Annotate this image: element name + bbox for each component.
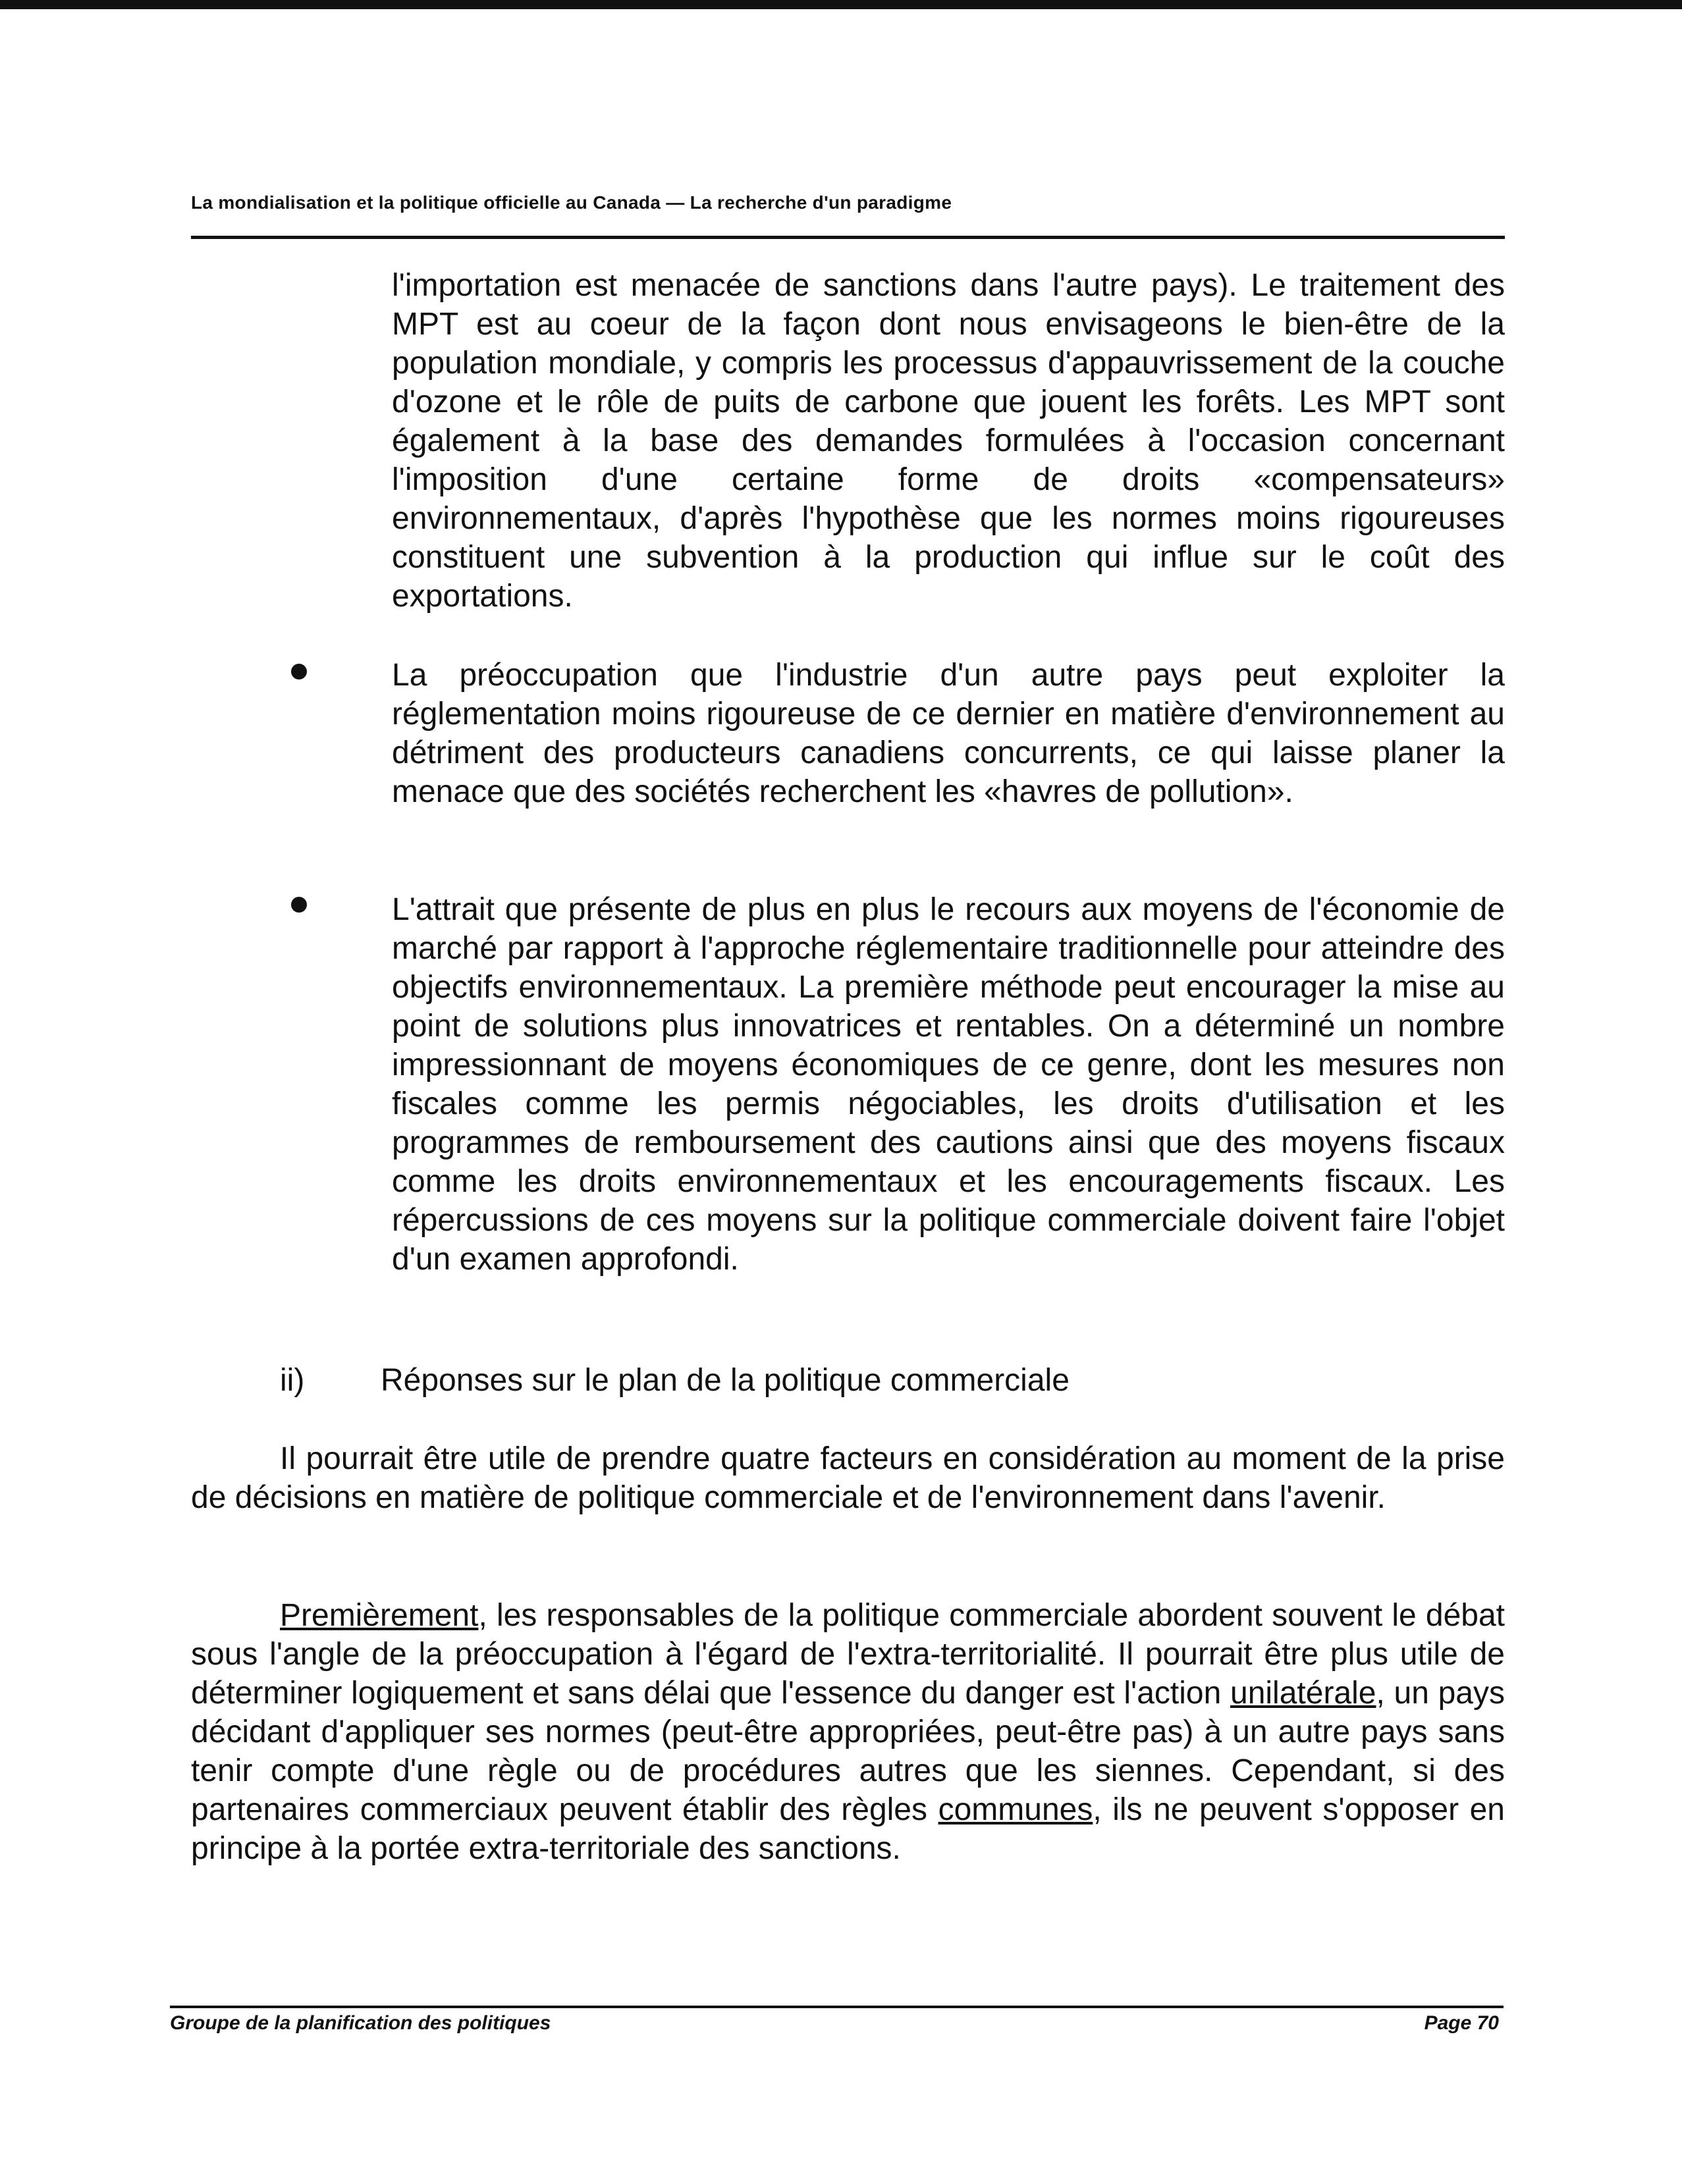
emphasis-premierement: Premièrement: [280, 1598, 479, 1633]
paragraph-2-text: , un pays décidant d'appliquer ses normes (peut-être appropriées, peut-être pas) à un autre pays sans tenir compte d'une règle ou de procédures autres que les siennes. Cependant, si des partenaires commerciaux peuvent établir des règles: [191, 1676, 1506, 1827]
footer-rule: [170, 2006, 1504, 2008]
bullet-item-1: La préoccupation que l'industrie d'un autre pays peut exploiter la réglementation moins rigoureuse de ce dernier en matière d'environnement au détriment des producteurs canadiens concurrents, ce qui laisse planer la menace que des sociétés recherchent les «havres de pollution».: [392, 658, 1505, 809]
scan-top-edge: [0, 0, 1682, 9]
footer-organization: Groupe de la planification des politiques: [170, 2012, 551, 2034]
running-header: La mondialisation et la politique officielle au Canada — La recherche d'un paradigme: [191, 192, 952, 213]
bullet-icon: [291, 897, 307, 913]
subsection-title: Réponses sur le plan de la politique commerciale: [381, 1363, 1070, 1398]
paragraph-2-text: , ils ne peuvent s'opposer en principe à la portée extra-territoriale des sanctions.: [191, 1792, 1506, 1866]
paragraph-2: [191, 1596, 1505, 1868]
continued-paragraph: l'importation est menacée de sanctions dans l'autre pays). Le traitement des MPT est au coeur de la façon dont nous envisageons le bien-être de la population mondiale, y compris les processus d'appauvrissement de la couche d'ozone et le rôle de puits de carbone que jouent les forêts. Les MPT sont également à la base des demandes formulées à l'occasion concernant l'imposition d'une certaine forme de droits «compensateurs» environnementaux, d'après l'hypothèse que les normes moins rigoureuses constituent une subvention à la production qui influe sur le coût des exportations.: [392, 268, 1505, 614]
bullet-icon: [291, 664, 307, 679]
emphasis-unilaterale: unilatérale: [1230, 1676, 1376, 1711]
subsection-number: ii): [280, 1363, 305, 1398]
header-rule: [191, 236, 1505, 239]
paragraph-1: Il pourrait être utile de prendre quatre facteurs en considération au moment de la prise de décisions en matière de politique commerciale et de l'environnement dans l'avenir.: [191, 1441, 1505, 1515]
page-number: Page 70: [1424, 2012, 1499, 2034]
emphasis-communes: communes: [938, 1792, 1093, 1827]
paragraph-2-text: , les responsables de la politique commerciale abordent souvent le débat sous l'angle de la préoccupation à l'égard de l'extra-territorialité. Il pourrait être plus utile de déterminer logiquement et sans délai que l'essence du danger est l'action: [191, 1598, 1505, 1711]
bullet-item-2: L'attrait que présente de plus en plus le recours aux moyens de l'économie de marché par rapport à l'approche réglementaire traditionnelle pour atteindre des objectifs environnementaux. La première méthode peut encourager la mise au point de solutions plus innovatrices et rentables. On a déterminé un nombre impressionnant de moyens économiques de ce genre, dont les mesures non fiscales comme les permis négociables, les droits d'utilisation et les programmes de remboursement des cautions ainsi que des moyens fiscaux comme les droits environnementaux et les encouragements fiscaux. Les répercussions de ces moyens sur la politique commerciale doivent faire l'objet d'un examen approfondi.: [392, 892, 1505, 1277]
